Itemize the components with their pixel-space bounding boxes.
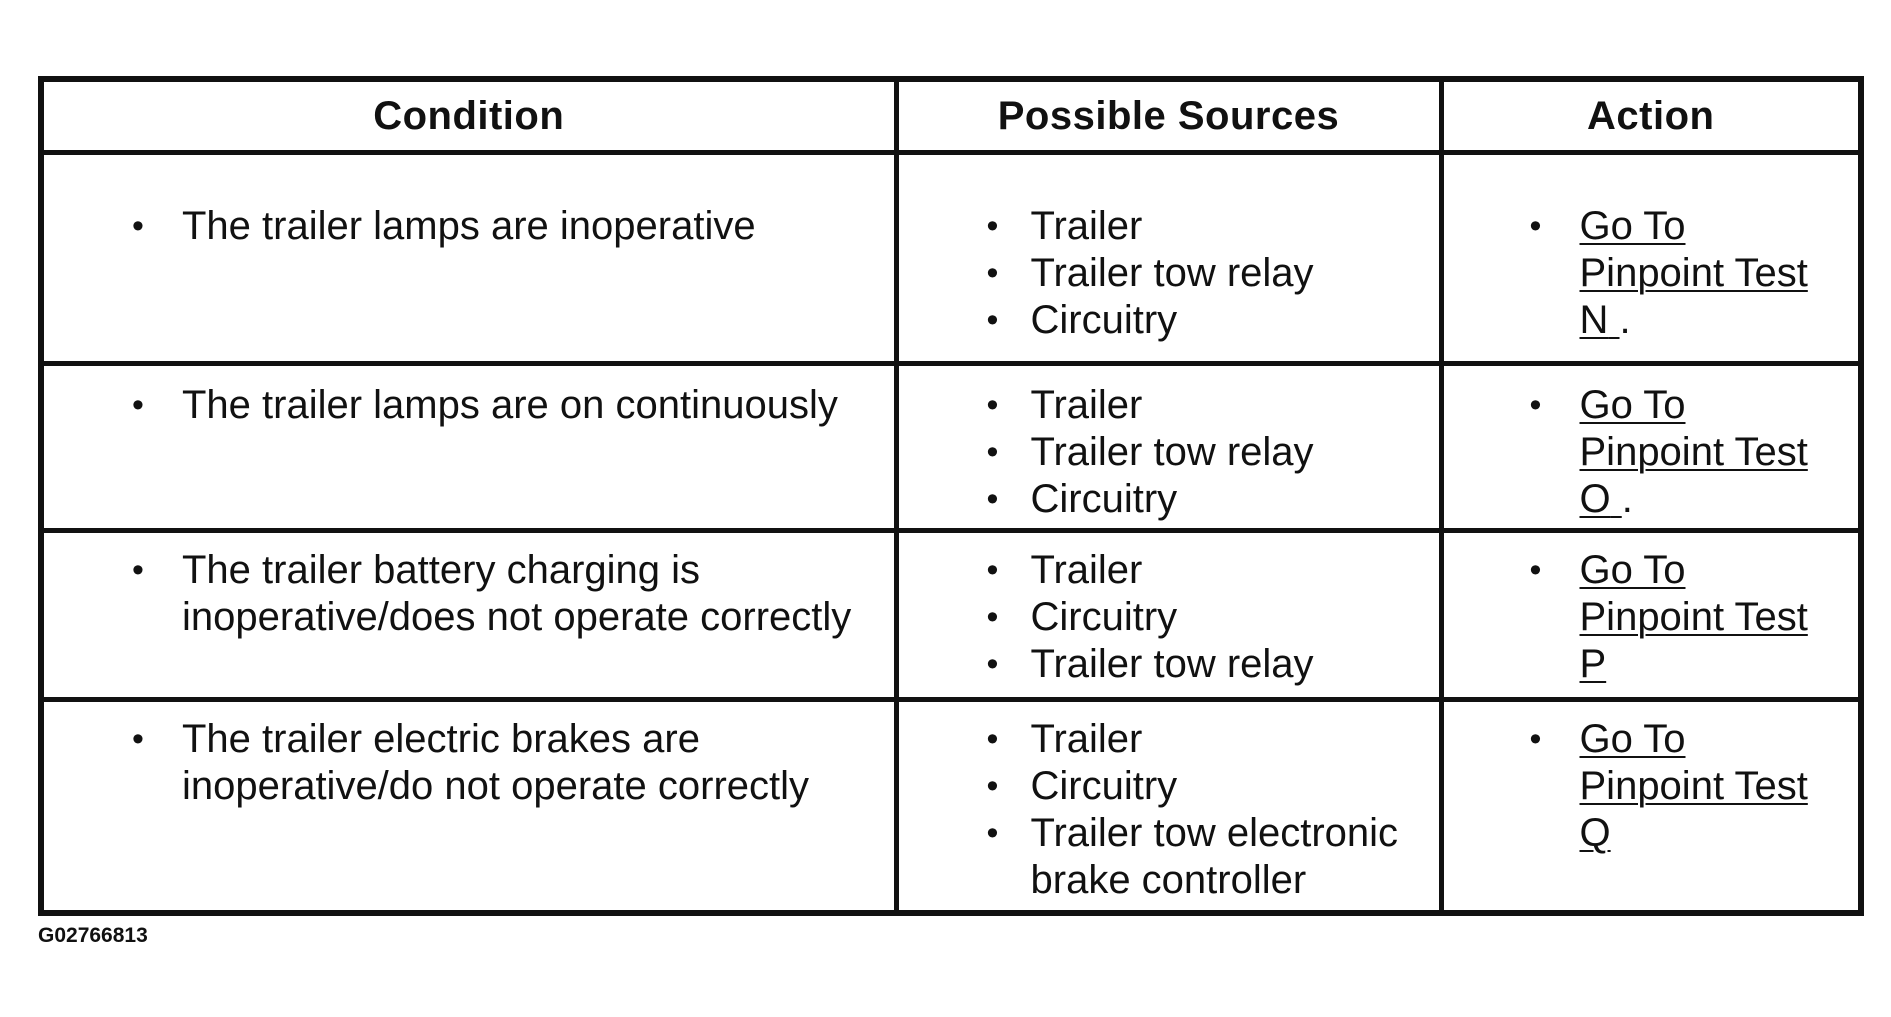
action-item: • Go To Pinpoint Test N . xyxy=(1444,203,1859,344)
source-item: • Trailer xyxy=(986,204,1143,248)
action-cell xyxy=(1441,364,1861,531)
table-row xyxy=(41,700,1861,914)
bullet-icon: • xyxy=(1529,551,1542,589)
source-item: • Circuitry xyxy=(986,595,1178,639)
header-possible-sources: Possible Sources xyxy=(896,79,1441,153)
table-row xyxy=(41,153,1861,364)
diagnosis-table xyxy=(38,76,1864,916)
sources-cell xyxy=(896,153,1441,364)
condition-item: • The trailer battery charging is inoperative/does not operate correctly xyxy=(132,548,852,639)
bullet-icon: • xyxy=(1529,207,1542,245)
bullet-icon: • xyxy=(986,254,999,292)
sources-cell xyxy=(896,531,1441,700)
bullet-icon: • xyxy=(986,301,999,339)
bullet-icon: • xyxy=(986,551,999,589)
source-item: • Trailer xyxy=(986,717,1143,761)
header-action: Action xyxy=(1441,79,1861,153)
bullet-icon: • xyxy=(986,598,999,636)
action-cell xyxy=(1441,700,1861,914)
bullet-icon: • xyxy=(986,645,999,683)
source-item: • Circuitry xyxy=(986,764,1178,808)
bullet-icon: • xyxy=(132,207,144,245)
action-cell xyxy=(1441,531,1861,700)
source-item: • Trailer xyxy=(986,548,1143,592)
source-item: • Trailer tow relay xyxy=(986,430,1314,474)
header-condition: Condition xyxy=(41,79,896,153)
bullet-icon: • xyxy=(132,720,144,758)
bullet-icon: • xyxy=(986,814,999,852)
condition-item: • The trailer electric brakes are inoperative/do not operate correctly xyxy=(132,717,810,808)
table-row xyxy=(41,531,1861,700)
bullet-icon: • xyxy=(132,386,144,424)
action-item: • Go To Pinpoint Test O . xyxy=(1444,382,1859,523)
condition-item: • The trailer lamps are on continuously xyxy=(132,383,838,427)
condition-cell xyxy=(41,153,896,364)
condition-cell xyxy=(41,531,896,700)
sources-cell xyxy=(896,700,1441,914)
source-item: • Trailer tow relay xyxy=(986,251,1314,295)
pinpoint-test-q-link[interactable]: Go To Pinpoint Test Q xyxy=(1579,717,1808,855)
bullet-icon: • xyxy=(1529,386,1542,424)
bullet-icon: • xyxy=(986,480,999,518)
bullet-icon: • xyxy=(986,386,999,424)
pinpoint-test-p-link[interactable]: Go To Pinpoint Test P xyxy=(1579,548,1808,686)
action-item xyxy=(1444,547,1859,688)
bullet-icon: • xyxy=(986,720,999,758)
action-cell xyxy=(1441,153,1861,364)
condition-cell xyxy=(41,364,896,531)
bullet-icon: • xyxy=(986,207,999,245)
bullet-icon: • xyxy=(986,767,999,805)
table-header-row xyxy=(41,79,1861,153)
condition-cell xyxy=(41,700,896,914)
source-item: • Trailer tow relay xyxy=(986,642,1314,686)
source-item: • Trailer xyxy=(986,383,1143,427)
pinpoint-test-o-link[interactable]: Go To Pinpoint Test O xyxy=(1579,383,1808,521)
figure-id-label: G02766813 xyxy=(38,924,148,947)
source-item: • Circuitry xyxy=(986,298,1178,342)
bullet-icon: • xyxy=(986,433,999,471)
table-row xyxy=(41,364,1861,531)
pinpoint-test-n-link[interactable]: Go To Pinpoint Test N xyxy=(1579,204,1808,342)
sources-cell xyxy=(896,364,1441,531)
action-item xyxy=(1444,716,1859,857)
condition-item: • The trailer lamps are inoperative xyxy=(132,204,756,248)
bullet-icon: • xyxy=(132,551,144,589)
source-item: • Circuitry xyxy=(986,477,1178,521)
bullet-icon: • xyxy=(1529,720,1542,758)
source-item: • Trailer tow electronic brake controller xyxy=(986,811,1399,902)
